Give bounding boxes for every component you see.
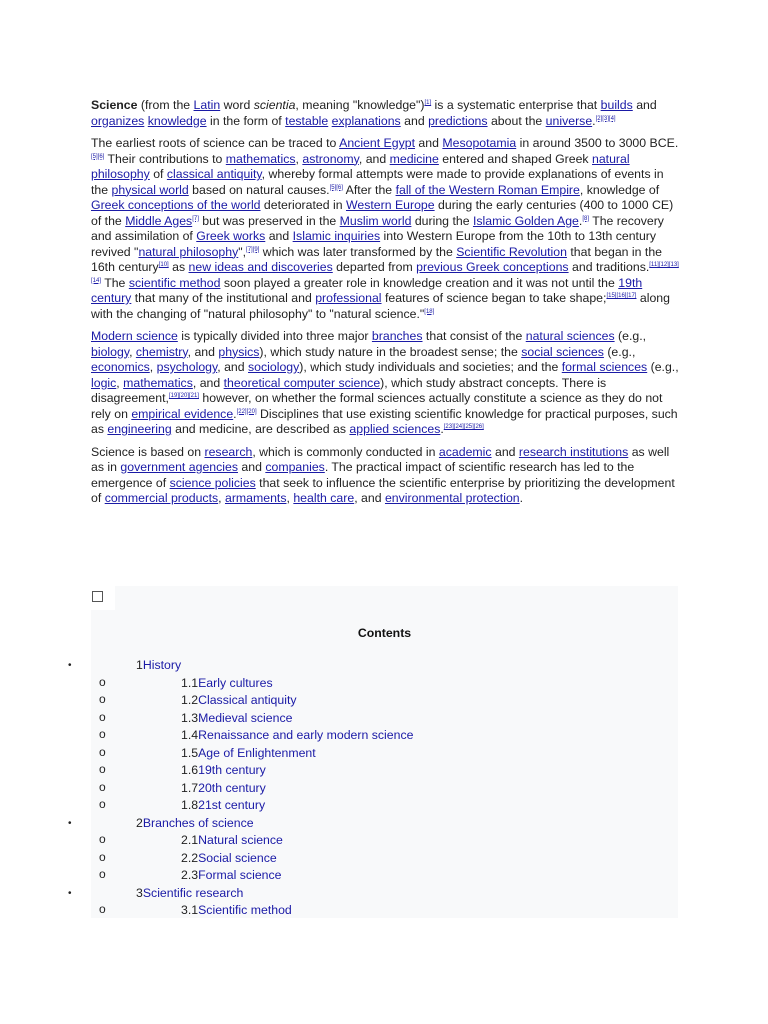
article-link[interactable]: Latin	[193, 98, 221, 112]
text-run: ), which study individuals and societies; and the	[299, 360, 562, 374]
text-run: is typically divided into three major	[177, 329, 372, 343]
text-run: , and	[358, 151, 390, 166]
article-link[interactable]: health care	[293, 491, 355, 505]
toc-label: 19th century	[198, 763, 266, 777]
toc-link[interactable]	[136, 815, 254, 832]
citation-ref[interactable]: [7][9]	[246, 246, 260, 253]
bullet-icon: o	[99, 779, 106, 794]
toc-item[interactable]	[0, 692, 700, 709]
article-link[interactable]: predictions	[428, 113, 488, 128]
toc-number: 1.8	[181, 798, 199, 812]
article-link[interactable]: astronomy	[302, 151, 359, 166]
toc-number: 2.3	[181, 868, 199, 882]
citation-ref[interactable]: [1]	[424, 100, 432, 106]
text-run: and	[265, 229, 293, 243]
article-link[interactable]: Muslim world	[339, 213, 412, 228]
article-link[interactable]: engineering	[107, 422, 172, 436]
text-run: along with the changing of "natural philosophy" to "natural science."	[91, 291, 670, 321]
toc-link[interactable]	[181, 727, 413, 744]
text-run: .	[233, 406, 237, 421]
text-run: that began in the 16th century	[91, 244, 663, 274]
toc-item[interactable]	[0, 815, 700, 832]
article-link[interactable]: 19th century	[91, 275, 643, 305]
toc-item[interactable]	[0, 727, 700, 744]
toc-label: Age of Enlightenment	[198, 745, 316, 760]
toc-item[interactable]	[0, 780, 700, 797]
article-link[interactable]: builds	[600, 98, 633, 112]
article-link[interactable]: natural sciences	[525, 329, 615, 343]
toc-label: Natural science	[198, 833, 283, 847]
text-run: which was later transformed by the	[259, 244, 457, 259]
article-link[interactable]: branches	[371, 329, 423, 343]
toc-link[interactable]	[181, 832, 283, 849]
article-link[interactable]: Ancient Egypt	[339, 136, 416, 150]
bullet-icon: o	[99, 797, 106, 811]
text-run: , and	[217, 360, 249, 374]
toc-item[interactable]	[0, 710, 700, 727]
citation-ref[interactable]: [18]	[424, 308, 435, 315]
toc-number: 1.5	[181, 745, 199, 760]
article-link[interactable]: universe	[545, 113, 593, 128]
text-run: in around 3500 to 3000 BCE.	[516, 136, 679, 150]
toc-link[interactable]	[136, 657, 181, 674]
bullet-icon: o	[99, 867, 106, 881]
toc-link[interactable]	[181, 797, 265, 814]
article-link[interactable]: research	[204, 444, 253, 459]
text-run: , and	[354, 491, 385, 505]
text-run: and traditions.	[568, 260, 650, 274]
text-run: is a systematic enterprise that	[431, 98, 601, 112]
toc-number: 1.7	[181, 780, 199, 795]
citation-ref[interactable]: [19][20][21]	[168, 393, 199, 399]
text-run: ,	[129, 344, 136, 359]
text-run: and	[491, 444, 519, 459]
text-run: and	[400, 113, 429, 128]
bullet-icon: o	[99, 727, 106, 741]
text-run: and medicine, are described as	[171, 422, 350, 436]
toc-link[interactable]	[181, 762, 266, 779]
text-run: Their contributions to	[104, 151, 226, 166]
bullet-icon: o	[99, 849, 106, 864]
toc-label: Social science	[198, 850, 277, 865]
text-run: during the early centuries (400 to 1000 CE) of the	[91, 198, 674, 228]
bullet-icon: o	[99, 692, 106, 706]
toc-label: Scientific research	[142, 885, 244, 900]
article-link[interactable]: social sciences	[521, 344, 604, 359]
article-link[interactable]: psychology	[156, 360, 218, 374]
text-run: features of science began to take shape;	[381, 291, 607, 305]
article-link[interactable]: economics	[91, 360, 150, 374]
article-link[interactable]: Islamic Golden Age	[472, 213, 579, 228]
article-link[interactable]: organizes	[91, 113, 145, 128]
text-run: ,	[295, 151, 303, 166]
text-run: that seek to influence the scientific enterprise by prioritizing the development of	[91, 475, 675, 505]
citation-ref[interactable]: [8]	[582, 215, 589, 222]
text-run: ,	[286, 491, 294, 505]
article-link[interactable]: explanations	[331, 113, 401, 128]
toc-item[interactable]	[0, 867, 700, 884]
article-link[interactable]: armaments	[224, 491, 287, 505]
text-run: that consist of the	[422, 329, 526, 343]
text-run: however, on whether the formal sciences actually constitute a science as they do not rely on	[91, 391, 663, 421]
text-run: , which is commonly conducted in	[252, 444, 439, 459]
article-link[interactable]: Modern science	[91, 329, 178, 343]
toc-number: 2	[136, 815, 143, 830]
toc-item[interactable]	[0, 832, 700, 849]
article-link[interactable]: commercial products	[104, 491, 219, 505]
article-link[interactable]: chemistry	[135, 344, 188, 359]
article-link[interactable]: companies	[265, 460, 325, 474]
citation-ref[interactable]: [15][16][17]	[606, 293, 637, 299]
article-link[interactable]: previous Greek conceptions	[416, 260, 569, 274]
citation-ref[interactable]: [2][3][4]	[595, 115, 616, 122]
text-run: but was preserved in the	[198, 213, 340, 228]
article-link[interactable]: physics	[218, 344, 260, 359]
text-run: and	[237, 460, 266, 474]
article-link[interactable]: natural philosophy	[91, 151, 630, 181]
text-run: .	[578, 213, 583, 228]
text-run: ,	[218, 491, 225, 505]
text-run: , knowledge of	[579, 182, 660, 197]
article-link[interactable]: applied sciences	[349, 422, 441, 436]
article-link[interactable]: Middle Ages	[125, 213, 193, 228]
text-run: The recovery and assimilation of	[91, 213, 664, 243]
toc-link[interactable]	[181, 675, 273, 692]
toc-item[interactable]	[0, 762, 700, 779]
text-run: about the	[487, 113, 546, 128]
article-link[interactable]: professional	[315, 291, 382, 305]
article-link[interactable]: formal sciences	[561, 360, 648, 374]
text-run: , and	[192, 375, 224, 390]
article-link[interactable]: logic	[91, 375, 117, 390]
bullet-icon: o	[99, 674, 106, 689]
toc-link[interactable]	[181, 902, 292, 919]
bullet-icon: o	[99, 902, 106, 916]
bullet-icon: •	[68, 660, 72, 671]
toc-number: 3	[136, 885, 143, 900]
toc-link[interactable]	[181, 710, 292, 727]
citation-ref[interactable]: [10]	[158, 262, 169, 268]
toc-item[interactable]	[0, 745, 700, 762]
toc-label: History	[142, 658, 182, 672]
text-run: deteriorated in	[260, 198, 346, 212]
text-run: as	[168, 260, 189, 274]
toc-label: Early cultures	[198, 675, 273, 690]
toc-label: Medieval science	[198, 710, 293, 725]
citation-ref[interactable]: [5][6]	[91, 153, 105, 160]
toc-label: Formal science	[198, 868, 282, 882]
article-link[interactable]: empirical evidence	[131, 406, 234, 421]
article-link[interactable]: Greek works	[196, 229, 266, 243]
text-run: The	[101, 275, 129, 290]
toc-label: Classical antiquity	[198, 693, 297, 707]
article-link[interactable]: natural philosophy	[138, 244, 239, 259]
text-run: ",	[238, 244, 247, 259]
citation-ref[interactable]: [11][12][13][14]	[91, 262, 679, 284]
toc-item[interactable]	[0, 885, 700, 902]
article-link[interactable]: fall of the Western Roman Empire	[395, 182, 580, 197]
text-run: (from the	[137, 98, 194, 112]
text-run: departed from	[332, 260, 417, 274]
article-link[interactable]: science policies	[169, 475, 256, 490]
article-link[interactable]: scientific method	[128, 275, 221, 290]
bullet-icon: •	[68, 817, 72, 829]
article-link[interactable]: mathematics	[225, 151, 296, 166]
bullet-icon: o	[99, 832, 106, 846]
toc-number: 1	[136, 658, 143, 672]
text-run: during the	[411, 213, 473, 228]
text-run: and	[415, 136, 443, 150]
article-link[interactable]: research institutions	[518, 444, 629, 459]
text-run: .	[440, 422, 444, 436]
text-run: based on natural causes.	[188, 182, 330, 197]
article-link[interactable]: Islamic inquiries	[292, 229, 381, 243]
toc-link[interactable]	[136, 885, 243, 902]
bullet-icon: o	[99, 709, 106, 724]
text-run: , and	[187, 344, 219, 359]
text-run: entered and shaped Greek	[438, 151, 592, 166]
toc-number: 2.1	[181, 833, 199, 847]
text-run: word	[220, 98, 254, 112]
text-run: Disciplines that use existing scientific knowledge for practical purposes, such as	[91, 406, 678, 436]
text-run: in the form of	[206, 113, 286, 128]
toc-link[interactable]	[181, 745, 316, 762]
article-link[interactable]: sociology	[248, 360, 300, 374]
article-link[interactable]: biology	[91, 344, 130, 359]
article-link[interactable]: Scientific Revolution	[456, 244, 567, 259]
article-link[interactable]: academic	[438, 444, 492, 459]
text-run: , meaning "knowledge")	[295, 98, 425, 112]
text-run: (e.g.,	[647, 360, 679, 374]
text-run: . The practical impact of scientific research has led to the emergence of	[91, 460, 635, 490]
text-run: , whereby formal attempts were made to provide explanations of events in the	[91, 167, 664, 197]
bullet-icon: o	[99, 762, 106, 776]
article-link[interactable]: government agencies	[120, 460, 238, 474]
toc-item[interactable]	[0, 797, 700, 814]
toc-number: 1.1	[181, 675, 199, 690]
text-run: ), which study nature in the broadest sense; the	[259, 344, 522, 359]
toc-link[interactable]	[181, 692, 297, 709]
text-run: ), which study abstract concepts. There is disagreement,	[91, 375, 607, 405]
toc-label: Scientific method	[198, 903, 292, 917]
article-link[interactable]: new ideas and discoveries	[188, 260, 333, 274]
article-link[interactable]: environmental protection	[384, 491, 520, 505]
toc-item[interactable]	[0, 850, 700, 867]
text-run: (e.g.,	[603, 344, 636, 359]
article-subject: Science	[91, 98, 138, 112]
toc-number: 1.2	[181, 693, 199, 707]
toc-item[interactable]	[0, 657, 700, 674]
toc-label: 20th century	[198, 780, 266, 795]
toc-link[interactable]	[181, 850, 277, 867]
text-run: .	[519, 491, 524, 505]
article-link[interactable]: knowledge	[147, 113, 207, 128]
toc-number: 2.2	[181, 850, 199, 865]
bullet-icon: •	[68, 887, 72, 899]
text-run: soon played a greater role in knowledge creation and it was not until the	[220, 275, 619, 290]
citation-ref[interactable]: [7]	[192, 215, 199, 222]
toc-number: 1.6	[181, 763, 199, 777]
article-link[interactable]: mathematics	[123, 375, 193, 390]
toc-label: Branches of science	[142, 815, 254, 830]
text-run: .	[592, 113, 596, 128]
text-run: as well as in	[91, 444, 670, 474]
article-link[interactable]: medicine	[389, 151, 439, 166]
article-link[interactable]: testable	[285, 113, 329, 128]
toc-item[interactable]	[0, 675, 700, 692]
toc-link[interactable]	[181, 780, 266, 797]
text-run: of	[149, 167, 167, 181]
bullet-icon: o	[99, 744, 106, 759]
italic-term: scientia	[253, 98, 296, 112]
article-link[interactable]: Greek conceptions of the world	[91, 198, 261, 212]
article-link[interactable]: Western Europe	[345, 198, 435, 212]
toc-number: 1.4	[181, 728, 199, 742]
citation-ref[interactable]: [5][6]	[329, 184, 343, 191]
citation-ref[interactable]: [22][20]	[236, 408, 257, 415]
text-run: The earliest roots of science can be traced to	[91, 136, 340, 150]
toc-label: 21st century	[198, 798, 266, 812]
text-run: ,	[149, 360, 157, 374]
citation-ref[interactable]: [23][24][25][26]	[443, 424, 484, 430]
toc-number: 3.1	[181, 903, 199, 917]
article-link[interactable]: theoretical computer science	[223, 375, 381, 390]
article-link[interactable]: physical world	[111, 182, 189, 197]
text-run: After the	[342, 182, 396, 197]
text-run: ,	[116, 375, 124, 390]
text-run: (e.g.,	[614, 329, 647, 343]
text-run: into Western Europe from the 10th to 13th century revived "	[91, 229, 657, 259]
toc-item[interactable]	[0, 902, 700, 919]
text-run: Science is based on	[91, 444, 205, 459]
article-link[interactable]: Mesopotamia	[442, 136, 517, 150]
text-run: and	[632, 98, 657, 112]
toc-link[interactable]	[181, 867, 281, 884]
toc-label: Renaissance and early modern science	[198, 728, 414, 742]
toc-title: Contents	[357, 626, 412, 640]
text-run: that many of the institutional and	[131, 291, 316, 305]
article-link[interactable]: classical antiquity	[166, 167, 262, 181]
toc-number: 1.3	[181, 710, 199, 725]
